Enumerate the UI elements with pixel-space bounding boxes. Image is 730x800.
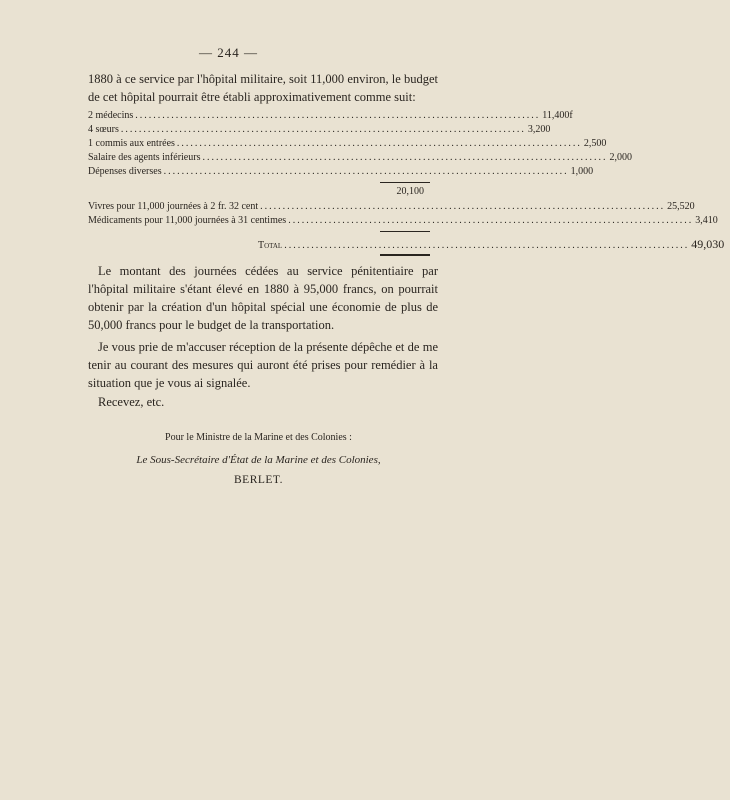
total-value: 49,030: [691, 237, 725, 251]
budget-row: [88, 138, 607, 152]
budget-row: [88, 110, 573, 124]
budget-row: [88, 201, 695, 215]
paragraph-journees: Le montant des journées cédées au service pénitentiaire par l'hôpital militaire s'étant élevé en 1880 à 95,000 francs, on pourrait obtenir par la création d'un hôpital spécial une économie de plus de 50,000 francs pour le budget de la transportation.: [88, 264, 438, 332]
budget-row-label: 2 médecins: [88, 110, 134, 121]
signature-name: BERLET.: [234, 474, 283, 486]
budget-row-value: 25,520: [667, 201, 695, 212]
subtotal-value: 20,100: [396, 186, 424, 197]
budget-row: [88, 166, 594, 180]
budget-row: [88, 152, 632, 166]
total-double-rule: [380, 254, 430, 256]
budget-row-label: 1 commis aux entrées: [88, 138, 175, 149]
subtotal-rule: [380, 182, 430, 183]
leader-dots: ..........................................................................................: [135, 110, 541, 121]
budget-row-label: 4 sœurs: [88, 124, 119, 135]
budget-row-value: 3,200: [527, 124, 551, 135]
page-number: — 244 —: [199, 45, 258, 60]
total-rule: [380, 231, 430, 232]
budget-row-label: Salaire des agents inférieurs: [88, 152, 201, 163]
leader-dots: ..........................................................................................: [288, 215, 694, 226]
leader-dots: ..........................................................................................: [260, 201, 666, 212]
leader-dots: ..........................................................................................: [163, 166, 569, 177]
budget-row-value: 3,410: [695, 215, 718, 226]
subtotal-row: [88, 186, 430, 200]
budget-row: [88, 124, 551, 138]
budget-row: [88, 215, 718, 229]
total-row: [88, 237, 725, 251]
budget-row-value: 2,500: [583, 138, 607, 149]
budget-row-label: Vivres pour 11,000 journées à 2 fr. 32 cent: [88, 201, 259, 212]
budget-row-value: 11,400f: [542, 110, 573, 121]
total-label: Total: [258, 240, 283, 251]
leader-dots: ..........................................................................................: [176, 138, 582, 149]
signature-line-title: Le Sous-Secrétaire d'État de la Marine et des Colonies,: [136, 454, 381, 466]
budget-row-label: Médicaments pour 11,000 journées à 31 centimes: [88, 215, 287, 226]
budget-row-label: Dépenses diverses: [88, 166, 162, 177]
signature-line-minister: Pour le Ministre de la Marine et des Colonies :: [165, 432, 352, 443]
budget-row-value: 1,000: [570, 166, 594, 177]
intro-paragraph: 1880 à ce service par l'hôpital militaire, soit 11,000 environ, le budget de cet hôpital pourrait être établi approximativement comme suit:: [88, 72, 438, 104]
paragraph-request: Je vous prie de m'accuser réception de la présente dépêche et de me tenir au courant des mesures qui auront été prises pour remédier à la situation que je vous ai signalée.: [88, 340, 438, 390]
leader-dots: ..........................................................................................: [284, 240, 690, 251]
budget-row-value: 2,000: [609, 152, 632, 163]
leader-dots: ..........................................................................................: [202, 152, 608, 163]
leader-dots: ..........................................................................................: [120, 124, 526, 135]
closing-line: Recevez, etc.: [98, 395, 165, 409]
